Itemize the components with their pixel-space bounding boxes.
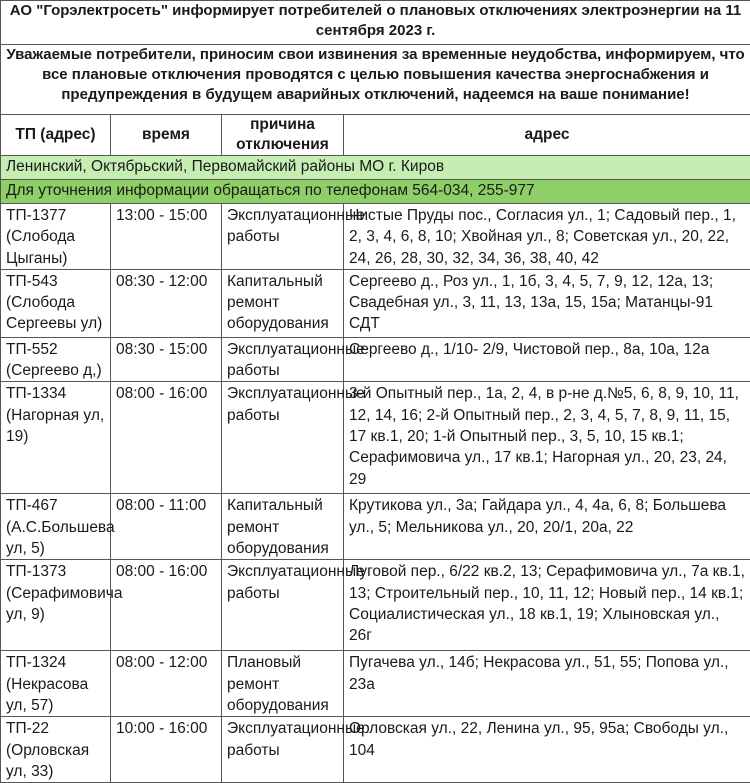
reason-cell: Эксплуатационные работы (222, 560, 344, 651)
reason-cell: Эксплуатационные работы (222, 717, 344, 783)
address-cell: Луговой пер., 6/22 кв.2, 13; Серафимовича ул., 7а кв.1, 13; Строительный пер., 10, 11, 12; Новый пер., 14 кв.1; Социалистическая ул., 18 кв.1, 19; Хлыновская ул., 26г (344, 560, 750, 651)
column-header-tp: ТП (адрес) (1, 115, 111, 156)
column-header-reason: причина отключения (222, 115, 344, 156)
reason-cell: Капитальный ремонт оборудования (222, 269, 344, 337)
table-row (1, 337, 750, 382)
notice-title: АО "Горэлектросеть" информирует потребителей о плановых отключениях электроэнергии на 11 сентября 2023 г. (1, 1, 750, 45)
tp-cell: ТП-552 (Сергеево д,) (1, 337, 111, 382)
tp-cell: ТП-22 (Орловская ул, 33) (1, 717, 111, 783)
time-cell: 13:00 - 15:00 (111, 204, 222, 270)
address-cell: Пугачева ул., 14б; Некрасова ул., 51, 55; Попова ул., 23а (344, 651, 750, 717)
reason-cell: Эксплуатационные работы (222, 382, 344, 494)
reason-cell: Капитальный ремонт оборудования (222, 494, 344, 560)
time-cell: 08:00 - 11:00 (111, 494, 222, 560)
column-header-address: адрес (344, 115, 750, 156)
phones-band: Для уточнения информации обращаться по телефонам 564-034, 255-977 (1, 180, 750, 204)
table-row (1, 269, 750, 337)
tp-cell: ТП-543 (Слобода Сергеевы ул) (1, 269, 111, 337)
table-row (1, 204, 750, 270)
table-row (1, 717, 750, 783)
address-cell: Чистые Пруды пос., Согласия ул., 1; Садовый пер., 1, 2, 3, 4, 6, 8, 10; Хвойная ул., 8; Советская ул., 20, 22, 24, 26, 28, 30, 32, 34, 36, 38, 40, 42 (344, 204, 750, 270)
address-cell: 3-й Опытный пер., 1а, 2, 4, в р-не д.№5, 6, 8, 9, 10, 11, 12, 14, 16; 2-й Опытный пер., 2, 3, 4, 5, 7, 8, 9, 11, 15, 17 кв.1, 20; 1-й Опытный пер., 3, 5, 10, 15 кв.1; Серафимовича ул., 17 кв.1; Нагорная ул., 20, 23, 24, 29 (344, 382, 750, 494)
notice-apology: Уважаемые потребители, приносим свои извинения за временные неудобства, информируем, что все плановые отключения проводятся с целью повышения качества энергоснабжения и предупреждения в будущем аварийных отключений, надеемся на ваше понимание! (1, 45, 750, 115)
address-cell: Сергеево д., Роз ул., 1, 1б, 3, 4, 5, 7, 9, 12, 12а, 13; Свадебная ул., 3, 11, 13, 13а, 15, 15а; Матанцы-91 СДТ (344, 269, 750, 337)
time-cell: 08:30 - 12:00 (111, 269, 222, 337)
reason-cell: Плановый ремонт оборудования (222, 651, 344, 717)
tp-cell: ТП-1377 (Слобода Цыганы) (1, 204, 111, 270)
time-cell: 08:30 - 15:00 (111, 337, 222, 382)
table-row (1, 494, 750, 560)
tp-cell: ТП-1334 (Нагорная ул, 19) (1, 382, 111, 494)
table-row (1, 382, 750, 494)
table-row (1, 560, 750, 651)
tp-cell: ТП-1373 (Серафимовича ул, 9) (1, 560, 111, 651)
district-band: Ленинский, Октябрьский, Первомайский районы МО г. Киров (1, 156, 750, 180)
address-cell: Крутикова ул., 3а; Гайдара ул., 4, 4а, 6, 8; Большева ул., 5; Мельникова ул., 20, 20/1, 20а, 22 (344, 494, 750, 560)
reason-cell: Эксплуатационные работы (222, 337, 344, 382)
address-cell: Орловская ул., 22, Ленина ул., 95, 95а; Свободы ул., 104 (344, 717, 750, 783)
tp-cell: ТП-467 (А.С.Большева ул, 5) (1, 494, 111, 560)
table-row (1, 651, 750, 717)
time-cell: 08:00 - 12:00 (111, 651, 222, 717)
time-cell: 08:00 - 16:00 (111, 382, 222, 494)
time-cell: 10:00 - 16:00 (111, 717, 222, 783)
reason-cell: Эксплуатационные работы (222, 204, 344, 270)
time-cell: 08:00 - 16:00 (111, 560, 222, 651)
address-cell: Сергеево д., 1/10- 2/9, Чистовой пер., 8а, 10а, 12а (344, 337, 750, 382)
tp-cell: ТП-1324 (Некрасова ул, 57) (1, 651, 111, 717)
column-header-time: время (111, 115, 222, 156)
